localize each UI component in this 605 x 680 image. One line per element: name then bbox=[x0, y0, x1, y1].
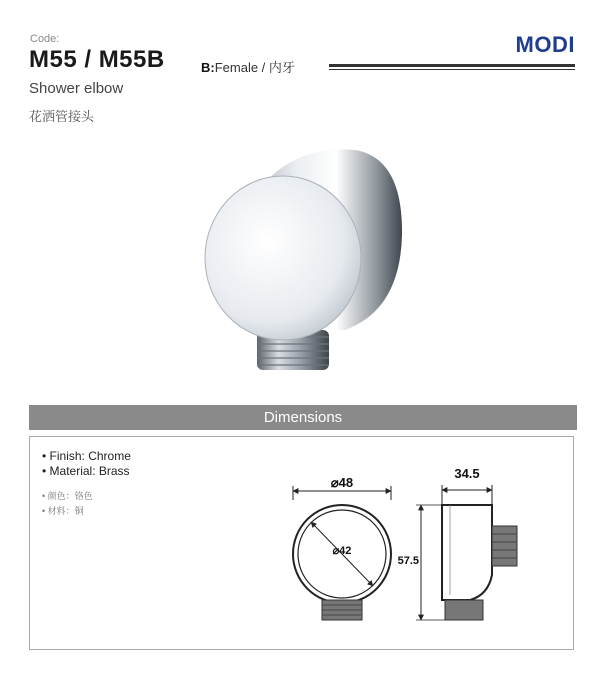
elbow-face bbox=[205, 176, 361, 340]
side-body bbox=[442, 505, 492, 600]
spec-material: • Material: Brass bbox=[42, 464, 130, 478]
thread-text: Female / 内牙 bbox=[214, 60, 295, 75]
code-label: Code: bbox=[30, 33, 60, 45]
spec-color-cn: • 颜色：铬色 bbox=[42, 491, 93, 501]
inner-diameter-label: ⌀42 bbox=[332, 545, 352, 557]
depth-label: 34.5 bbox=[454, 466, 480, 481]
technical-drawing bbox=[285, 460, 545, 640]
thread-type bbox=[201, 57, 295, 76]
header-rule bbox=[329, 64, 575, 70]
spec-material-cn: • 材料：铜 bbox=[42, 506, 84, 516]
product-photo bbox=[195, 140, 410, 380]
dimensions-header bbox=[29, 405, 577, 430]
thread-prefix: B: bbox=[201, 60, 215, 75]
brand-logo: MODI bbox=[515, 32, 575, 57]
model-number: M55 / M55B bbox=[29, 46, 165, 73]
outer-diameter-label: ⌀48 bbox=[330, 475, 354, 490]
product-name-cn: 花洒管接头 bbox=[29, 109, 95, 124]
spec-finish: • Finish: Chrome bbox=[42, 449, 131, 463]
height-label: 57.5 bbox=[397, 555, 419, 567]
dimensions-title: Dimensions bbox=[263, 409, 343, 426]
product-name-en: Shower elbow bbox=[29, 80, 124, 97]
side-thread bbox=[445, 600, 483, 620]
side-outlet bbox=[492, 526, 517, 566]
